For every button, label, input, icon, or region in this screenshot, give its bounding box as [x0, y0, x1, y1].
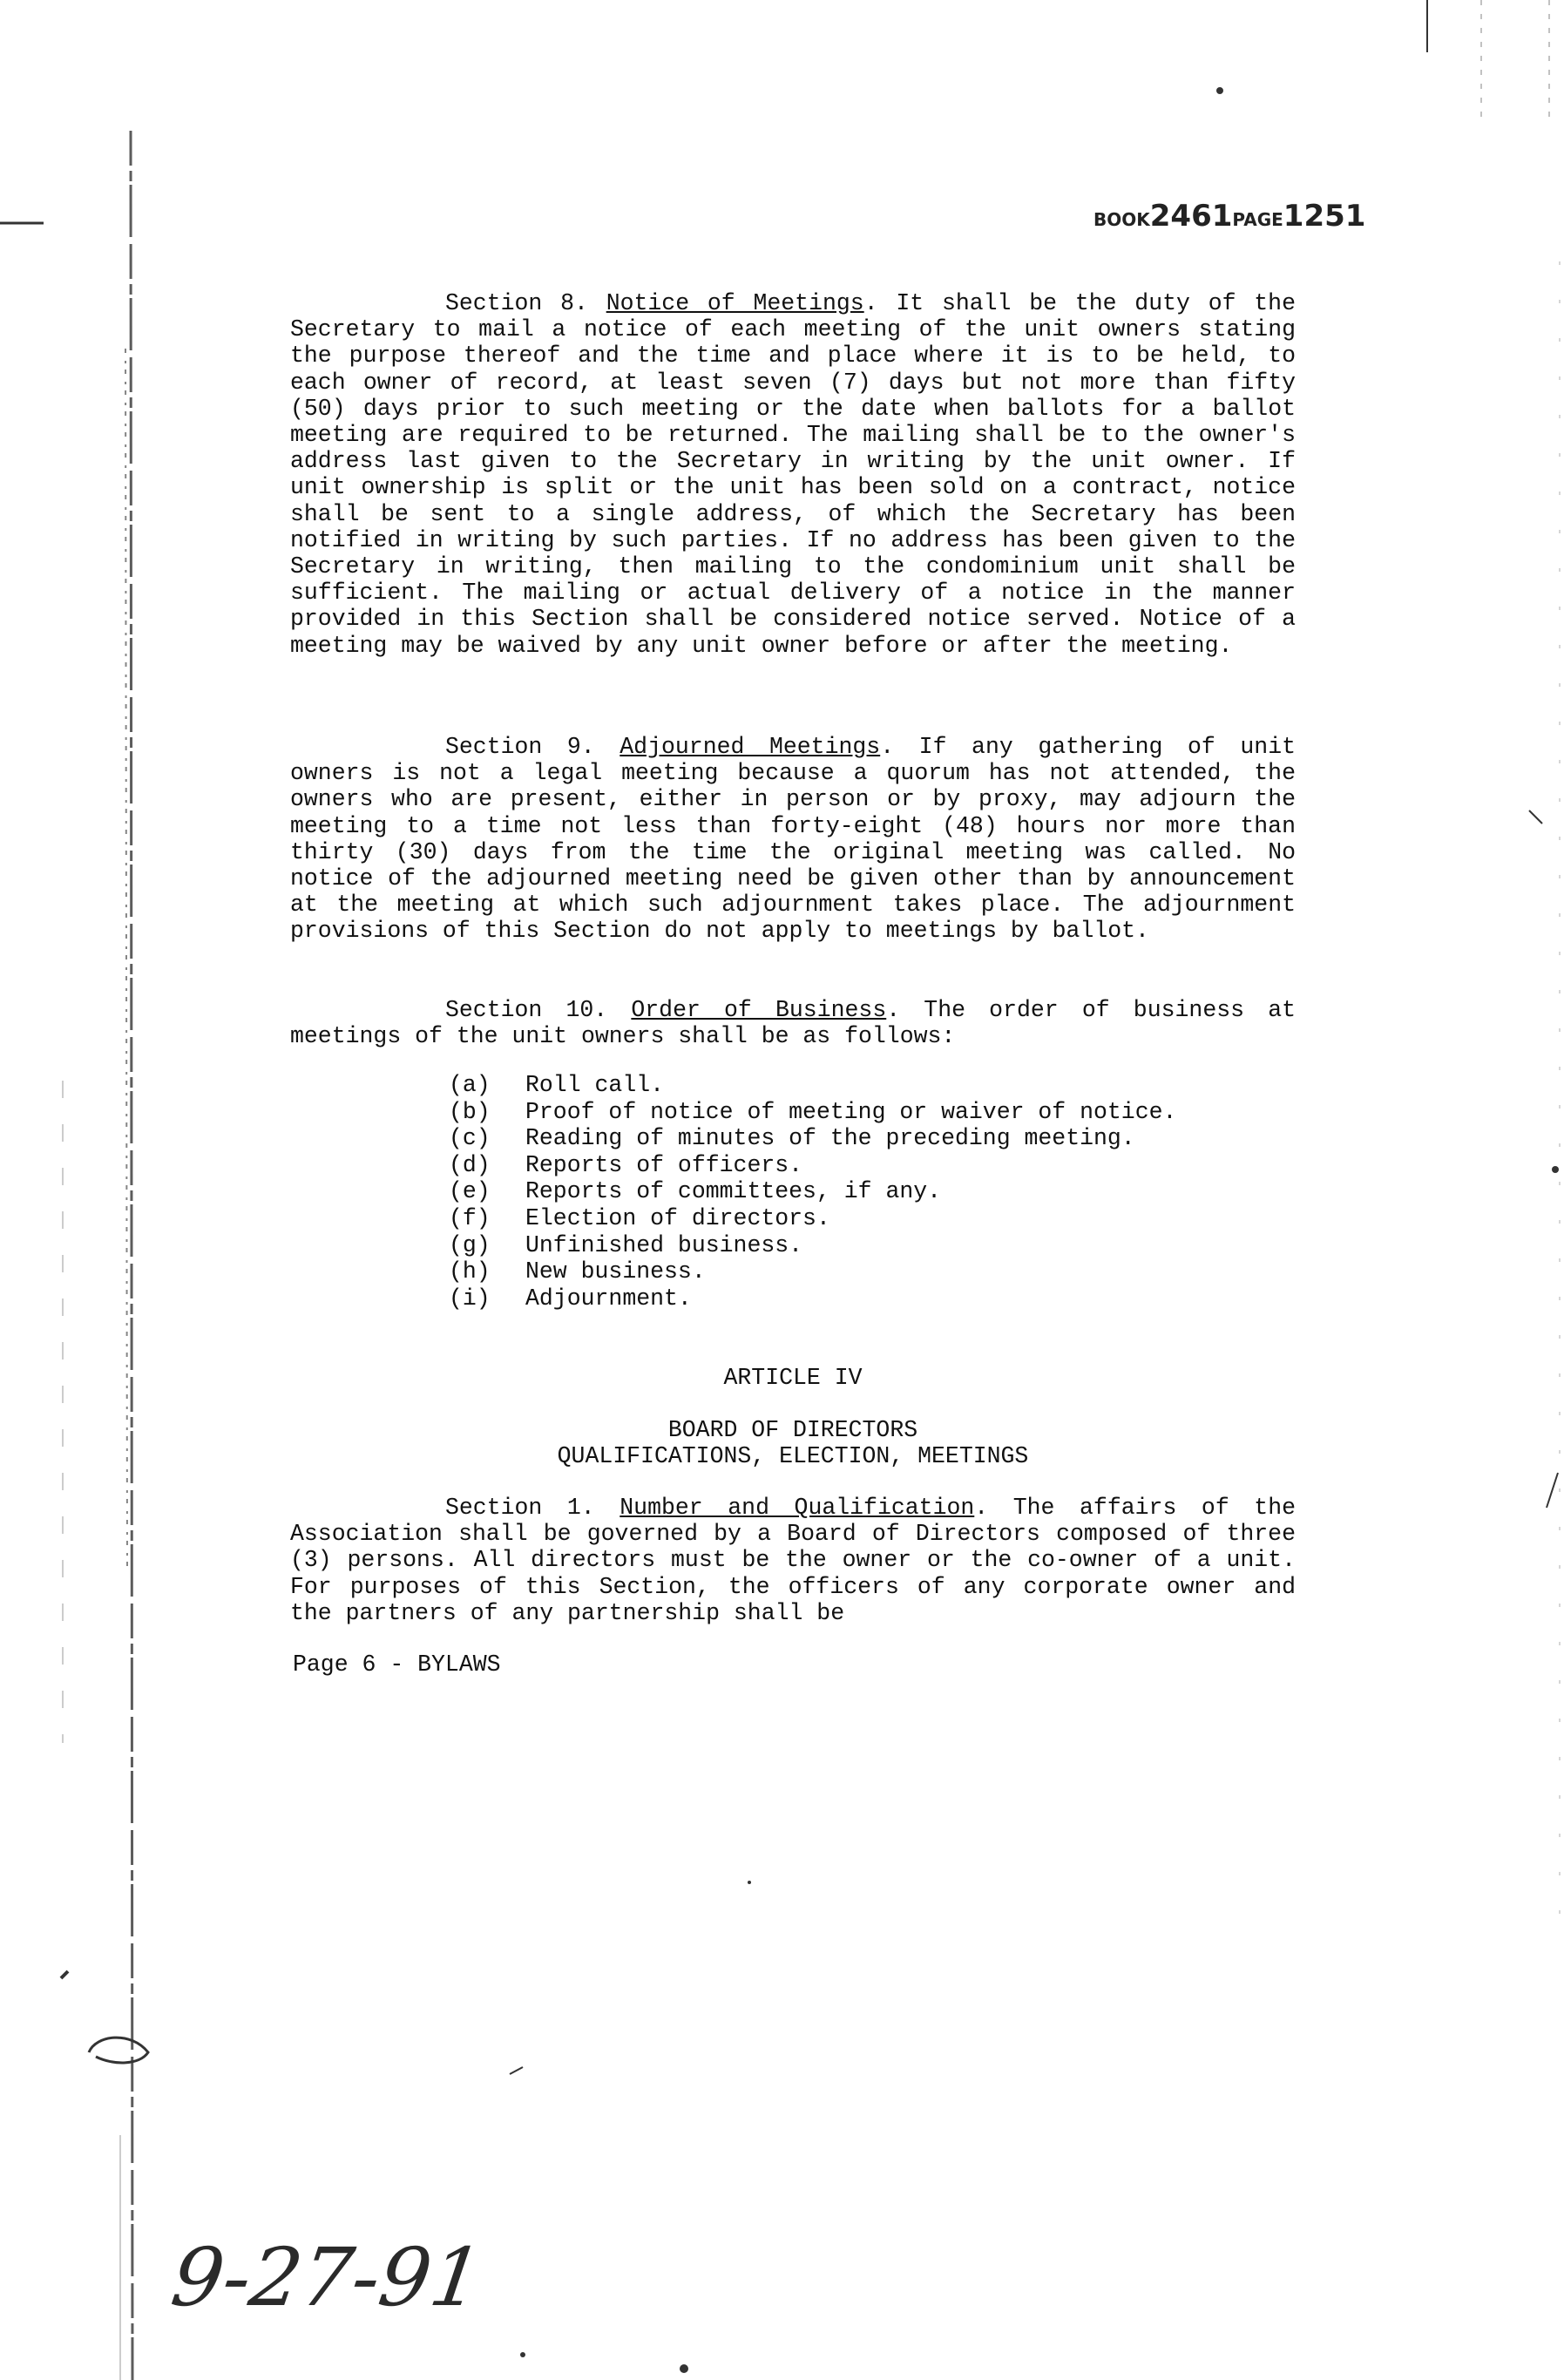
order-of-business-list: [449, 1072, 1176, 1312]
list-item: [449, 1258, 1176, 1285]
list-item-letter: (h): [449, 1258, 491, 1285]
list-item: [449, 1178, 1176, 1205]
list-item: [449, 1152, 1176, 1179]
section-8-lead: Section 8.: [445, 290, 588, 316]
list-item-text: Proof of notice of meeting or waiver of notice.: [525, 1098, 1177, 1125]
section-9-title: Adjourned Meetings: [620, 734, 881, 760]
list-item-letter: (d): [449, 1151, 491, 1178]
list-item: [449, 1285, 1176, 1312]
book-label: BOOK: [1093, 209, 1150, 230]
list-item-letter: (i): [449, 1285, 491, 1312]
page-number: 1251: [1283, 199, 1366, 234]
list-item-text: Unfinished business.: [525, 1231, 803, 1258]
list-item-text: Adjournment.: [525, 1285, 692, 1312]
list-item-letter: (c): [449, 1125, 491, 1152]
section-8-title: Notice of Meetings: [606, 290, 864, 316]
list-item: [449, 1125, 1176, 1152]
article-subheading-2: QUALIFICATIONS, ELECTION, MEETINGS: [557, 1443, 1029, 1469]
section-10-text: . The order of business at meetings of the unit owners shall be as follows:: [290, 997, 1296, 1050]
section-10: [290, 997, 1296, 1049]
section-8-text: . It shall be the duty of the Secretary to mail a notice of each meeting of the unit owners stating the purpose thereof and the time and place where it is to be held, to each owner of record, at least seven (7) days but not more than fifty (50) days prior to such meeting or the date when ballots for a ballot meeting are required to be returned. The mailing shall be to the owner's address last given to the Secretary in writing by the unit owner. If unit ownership is split or the unit has been sold on a contract, notice shall be sent to a single address, of which the Secretary has been notified in writing by such parties. If no address has been given to the Secretary in writing, then mailing to the condominium unit shall be sufficient. The mailing or actual delivery of a notice in the manner provided in this Section shall be considered notice served. Notice of a meeting may be waived by any unit owner before or after the meeting.: [290, 290, 1296, 659]
list-item: [449, 1232, 1176, 1259]
section-9-lead: Section 9.: [445, 734, 595, 760]
page-label: PAGE: [1232, 209, 1283, 230]
list-item-letter: (f): [449, 1204, 491, 1231]
section-9-text: . If any gathering of unit owners is not a legal meeting because a quorum has not attended, the owners who are present, either in person or by proxy, may adjourn the meeting to a time not less than forty-eight (48) hours nor more than thirty (30) days from the time the original meeting was called. No notice of the adjourned meeting need be given other than by announcement at the meeting at which such adjournment takes place. The adjournment provisions of this Section do not apply to meetings by ballot.: [290, 734, 1297, 945]
list-item-text: New business.: [525, 1258, 706, 1285]
list-item-text: Reports of committees, if any.: [525, 1178, 942, 1205]
section-10-title: Order of Business: [631, 997, 887, 1023]
list-item-text: Reports of officers.: [525, 1151, 803, 1178]
section-1-title: Number and Qualification: [620, 1495, 975, 1521]
section-10-lead: Section 10.: [445, 997, 608, 1023]
list-item: [449, 1205, 1176, 1232]
list-item: [449, 1099, 1176, 1126]
page-footer: Page 6 - BYLAWS: [293, 1651, 501, 1678]
list-item-text: Reading of minutes of the preceding meeting.: [525, 1125, 1135, 1152]
article-subheading-1: BOARD OF DIRECTORS: [667, 1417, 918, 1443]
article-heading: ARTICLE IV: [723, 1365, 863, 1391]
book-number: 2461: [1149, 199, 1233, 234]
list-item-letter: (b): [449, 1098, 491, 1125]
list-item-letter: (g): [449, 1231, 491, 1258]
section-1: [290, 1495, 1296, 1626]
list-item-text: Election of directors.: [525, 1204, 830, 1231]
list-item: [449, 1072, 1176, 1099]
section-1-lead: Section 1.: [445, 1495, 595, 1521]
list-item-letter: (e): [449, 1178, 491, 1205]
book-page-stamp: [1093, 199, 1365, 234]
section-9: [290, 734, 1296, 945]
list-item-letter: (a): [449, 1072, 491, 1098]
handwritten-date: 9-27-91: [166, 2231, 489, 2324]
list-item-text: Roll call.: [525, 1072, 665, 1098]
section-1-text: . The affairs of the Association shall be governed by a Board of Directors composed of three (3) persons. All directors must be the owner or the co-owner of a unit. For purposes of this Section, the officers of any corporate owner and the partners of any partnership shall be: [290, 1495, 1296, 1626]
section-8: [290, 290, 1296, 659]
